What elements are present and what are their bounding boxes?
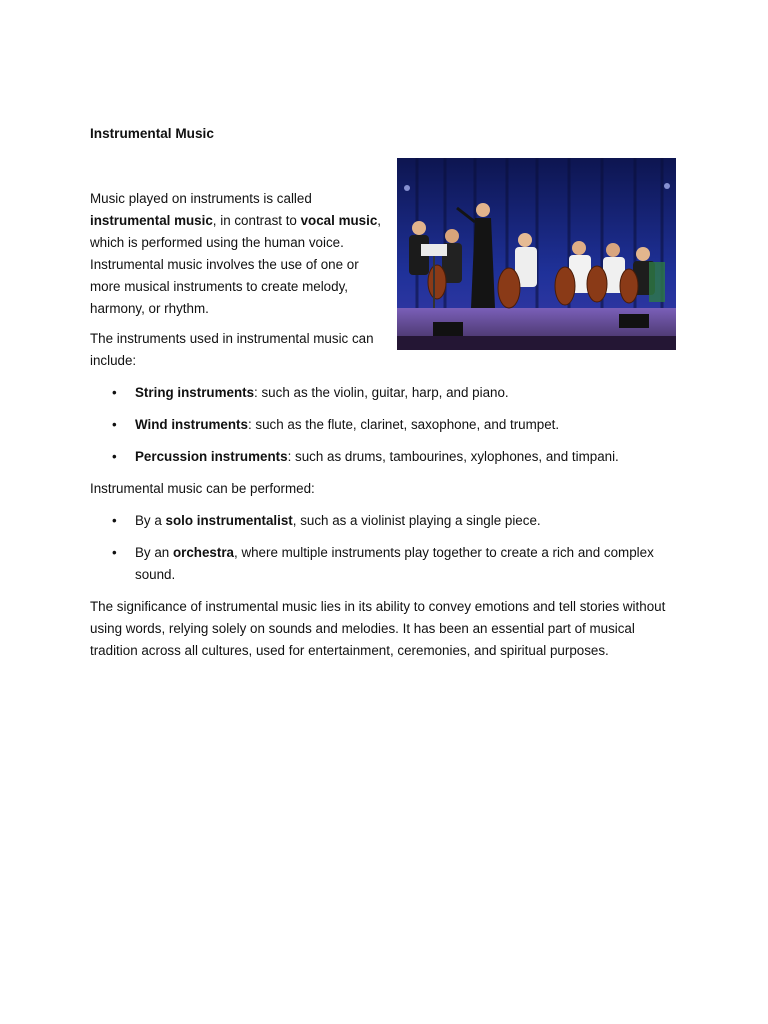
list-item: [90, 414, 690, 436]
list-item: [90, 382, 690, 404]
document-title: Instrumental Music: [90, 126, 214, 141]
list-item-text: , such as a violinist playing a single piece.: [292, 513, 541, 528]
list-item-term: Percussion instruments: [135, 449, 288, 464]
list-item-text: By a: [135, 513, 166, 528]
list-item-term: String instruments: [135, 385, 255, 400]
intro-paragraph: [90, 188, 390, 320]
list-item: [90, 510, 680, 532]
performance-list: [90, 510, 680, 596]
list-item: [90, 542, 680, 586]
closing-paragraph: The significance of instrumental music lies in its ability to convey emotions and tell stories without using words, relying solely on sounds and melodies. It has been an essential part of musical tradition across all cultures, used for entertainment, ceremonies, and spiritual purposes.: [90, 599, 666, 658]
list-item-text: : such as the violin, guitar, harp, and piano.: [254, 385, 509, 400]
list-item-term: solo instrumentalist: [165, 513, 293, 528]
intro-text: Music played on instruments is called: [90, 191, 312, 206]
list-item-text: : such as the flute, clarinet, saxophone, and trumpet.: [247, 417, 560, 432]
instruments-lead: The instruments used in instrumental music can include:: [90, 331, 374, 368]
intro-text: , in contrast to: [212, 213, 301, 228]
list-item-term: orchestra: [172, 545, 234, 560]
term-vocal-music: vocal music: [300, 213, 378, 228]
list-item-text: , where multiple instruments play together to create a rich and complex sound.: [135, 545, 654, 582]
term-instrumental-music: instrumental music: [90, 213, 213, 228]
list-item-text: : such as drums, tambourines, xylophones, and timpani.: [287, 449, 619, 464]
list-item: [90, 446, 690, 468]
performance-lead: Instrumental music can be performed:: [90, 481, 315, 496]
orchestra-photo: [397, 158, 676, 350]
list-item-term: Wind instruments: [135, 417, 248, 432]
intro-text: , which is performed using the human voice. Instrumental music involves the use of one or more musical instruments to create melody, harmony, or rhythm.: [90, 213, 382, 316]
list-item-text: By an: [135, 545, 173, 560]
instrument-list: [90, 382, 690, 478]
